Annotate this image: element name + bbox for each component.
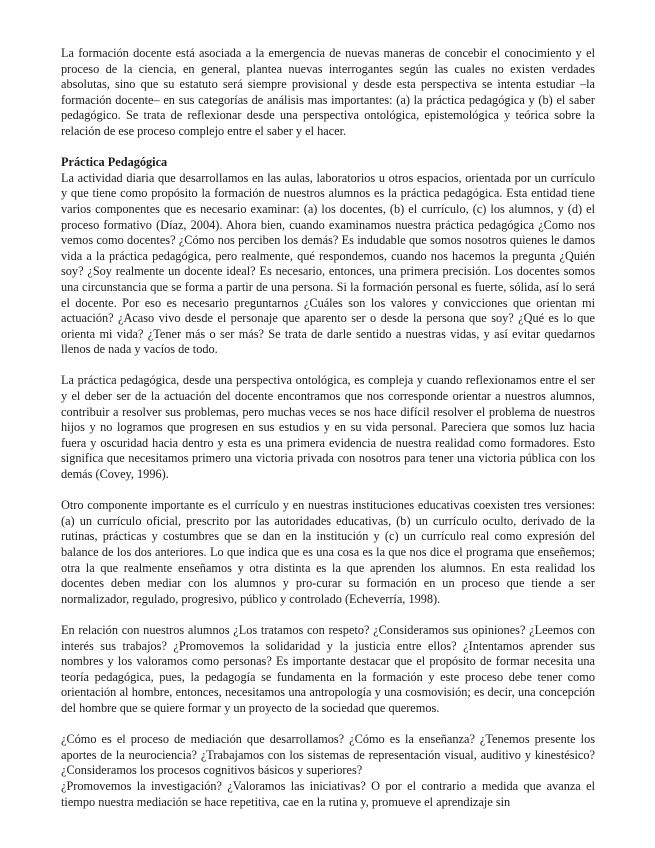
paragraph-spacer	[61, 358, 595, 374]
body-paragraph-2: La práctica pedagógica, desde una perspectiva ontológica, es compleja y cuando reflexionamos entre el ser y el deber ser de la actuación del docente encontramos que nos corresponde orientar a nuestros alumnos, contribuir a resolver sus problemas, pero muchas veces se nos hace difícil resolver el problema de nuestros hijos y no logramos que progresen en sus estudios y en su vida personal. Pareciera que somos luz hacia fuera y oscuridad hacia dentro y esta es una primera evidencia de nuestra realidad como formadores. Esto significa que necesitamos primero una victoria privada con nosotros para tener una victoria pública con los demás (Covey, 1996).	[61, 373, 595, 482]
paragraph-spacer	[61, 717, 595, 733]
section-heading: Práctica Pedagógica	[61, 155, 168, 170]
paragraph-spacer	[61, 140, 595, 156]
paragraph-spacer	[61, 607, 595, 623]
document-page	[61, 46, 595, 810]
body-paragraph-3: Otro componente importante es el currículo y en nuestras instituciones educativas coexisten tres versiones: (a) un currículo oficial, prescrito por las autoridades educativas, (b) un currículo oculto, derivado de la rutinas, prácticas y costumbres que se dan en la institución y (c) un currículo real como expresión del balance de los dos anteriores. Lo que indica que es una cosa es la que nos dice el programa que enseñemos; otra la que realmente enseñamos y otra distinta es la que aprenden los alumnos. En esta realidad los docentes deben mediar con los alumnos y pro-curar su formación en un proceso que tiende a ser normalizador, regulado, progresivo, público y controlado (Echeverría, 1998).	[61, 498, 595, 606]
paragraph-spacer	[61, 483, 595, 499]
body-paragraph-5: ¿Cómo es el proceso de mediación que desarrollamos? ¿Cómo es la enseñanza? ¿Tenemos presente los aportes de la neurociencia? ¿Trabajamos con los sistemas de representación visual, auditivo y kinestésico? ¿Consideramos los procesos cognitivos básicos y superiores?	[61, 732, 595, 778]
body-paragraph-6: ¿Promovemos la investigación? ¿Valoramos las iniciativas? O por el contrario a medida que avanza el tiempo nuestra mediación se hace repetitiva, cae en la rutina y, promueve el aprendizaje sin	[61, 778, 595, 809]
body-paragraph-4: En relación con nuestros alumnos ¿Los tratamos con respeto? ¿Consideramos sus opiniones? ¿Leemos con interés sus trabajos? ¿Promovemos la solidaridad y la justicia entre ellos? ¿Intentamos aprender sus nombres y los valoramos como personas? Es importante destacar que el propósito de formar necesita una teoría pedagógica, pues, la pedagogía se fundamenta en la formación y este proceso debe tener como orientación al hombre, entonces, necesitamos una antropología y una cosmovisión; es decir, una concepción del hombre que se quiere formar y un proyecto de la sociedad que queremos.	[61, 622, 595, 715]
intro-paragraph: La formación docente está asociada a la emergencia de nuevas maneras de concebir el conocimiento y el proceso de la ciencia, en general, plantea nuevas interrogantes según las cuales no existen verdades absolutas, sino que su estatuto será siempre provisional y desde esta perspectiva se intenta estudiar –la formación docente– en sus categorías de análisis mas importantes: (a) la práctica pedagógica y (b) el saber pedagógico. Se trata de reflexionar desde una perspectiva ontológica, epistemológica y teórica sobre la relación de ese proceso complejo entre el saber y el hacer.	[61, 46, 595, 138]
body-paragraph-1: La actividad diaria que desarrollamos en las aulas, laboratorios u otros espacios, orientada por un currículo y que tiene como propósito la formación de nuestros alumnos es la práctica pedagógica. Esta entidad tiene varios componentes que es necesario examinar: (a) los docentes, (b) el currículo, (c) los alumnos, y (d) el proceso formativo (Díaz, 2004). Ahora bien, cuando examinamos nuestra práctica pedagógica ¿Como nos vemos como docentes? ¿Cómo nos perciben los demás? Es indudable que somos nosotros quienes le damos vida a la práctica pedagógica, pero realmente, qué respondemos, cuando nos hacemos la pregunta ¿Quién soy? ¿Soy realmente un docente ideal? Es necesario, entonces, una primera precisión. Los docentes somos una circunstancia que se forma a partir de una persona. Si la formación personal es fuerte, sólida, así lo será el docente. Por eso es necesario preguntarnos ¿Cuáles son los valores y convicciones que orientan mi actuación? ¿Acaso vivo desde el personaje que aparento ser o desde la persona que soy? ¿Qué es lo que orienta mi vida? ¿Tener más o ser más? Se trata de darle sentido a nuestras vidas, y así evitar quedarnos llenos de nada y vacíos de todo.	[61, 170, 595, 357]
